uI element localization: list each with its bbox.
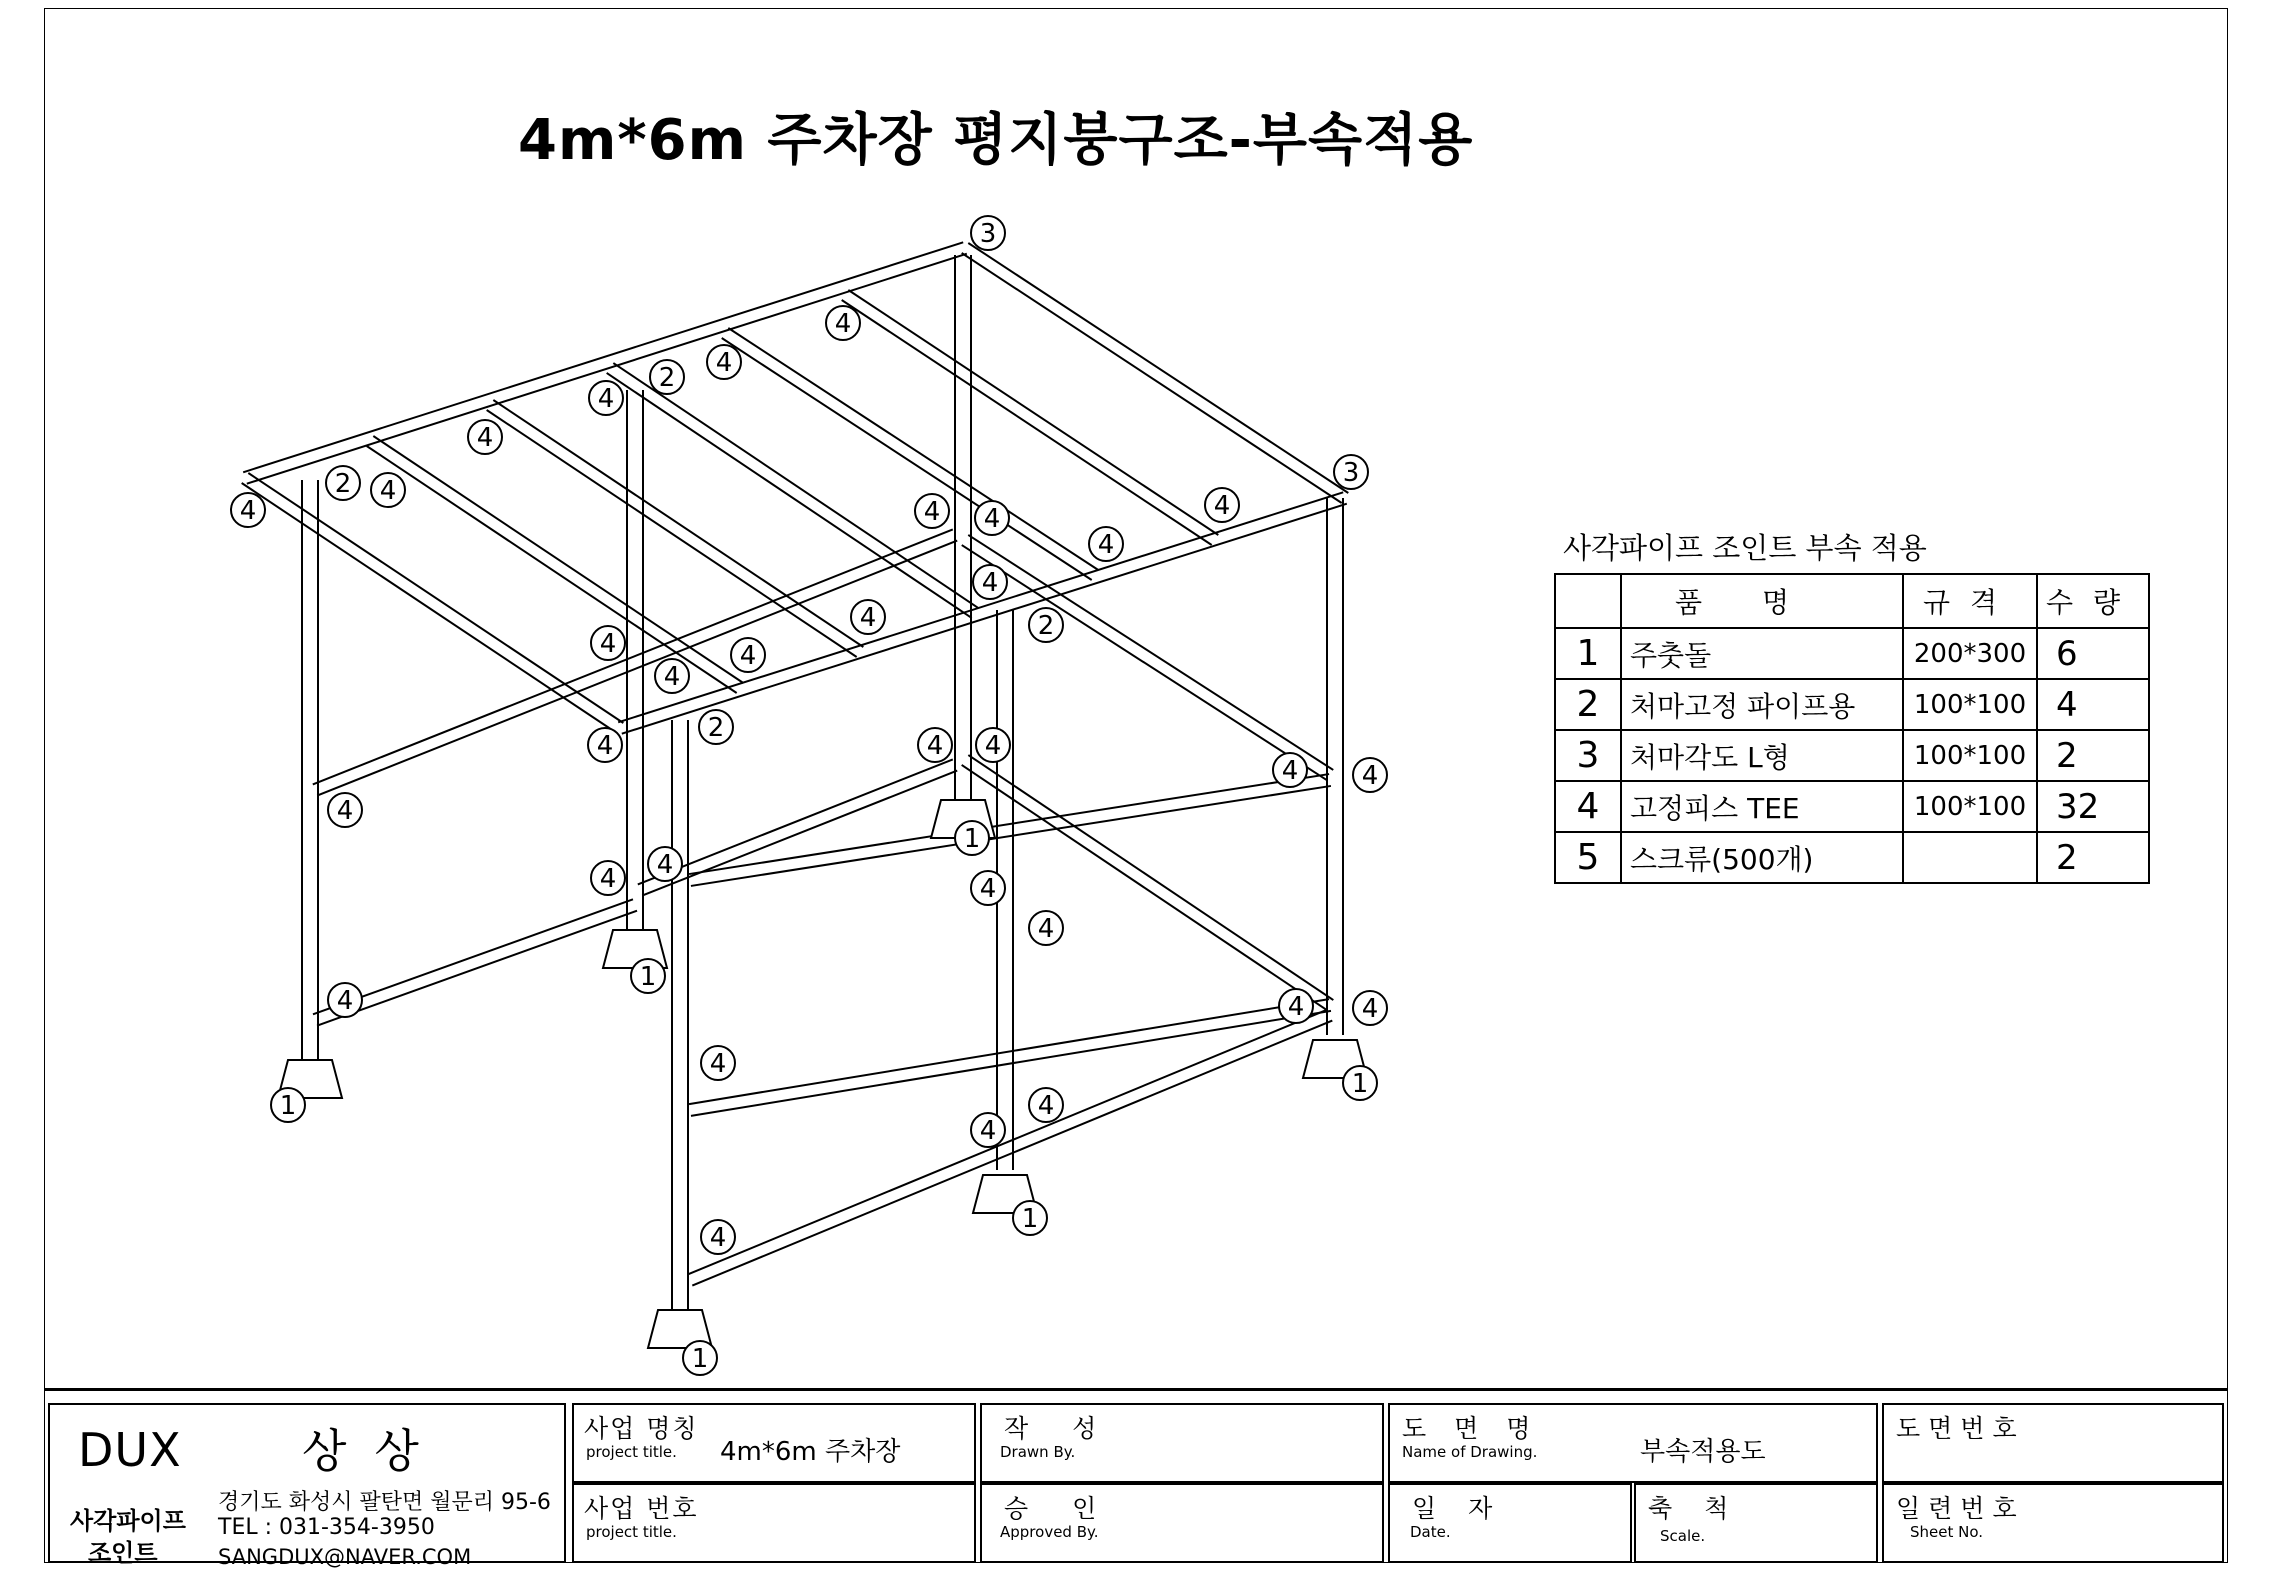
svg-text:4: 4 [379, 476, 397, 506]
company-name: 상상 [302, 1424, 447, 1478]
part-callout [955, 821, 989, 855]
title-block [44, 1388, 2228, 1569]
part-callout [1353, 758, 1387, 792]
drawing-name-label: 도 면 명 [1402, 1414, 1541, 1443]
svg-text:4: 4 [336, 796, 354, 826]
part-callout [701, 1220, 735, 1254]
brand-sub-2: 조인트 [88, 1539, 158, 1567]
part-callout [589, 381, 623, 415]
svg-text:1: 1 [639, 962, 657, 992]
part-callout [588, 728, 622, 762]
part-callout [1353, 991, 1387, 1025]
rail [689, 999, 1331, 1116]
bom-name: 고정피스 TEE [1621, 781, 1903, 832]
brand-sub-1: 사각파이프 [70, 1507, 186, 1535]
rail [313, 529, 957, 795]
roof-pipe [487, 400, 864, 657]
part-callout [971, 1113, 1005, 1147]
svg-text:4: 4 [1037, 1091, 1055, 1121]
part-callout [1029, 608, 1063, 642]
drawing-no-label: 도면번호 [1896, 1414, 2025, 1443]
part-callout [975, 501, 1009, 535]
drawing-name-value: 부속적용도 [1640, 1437, 1766, 1467]
svg-text:4: 4 [599, 864, 617, 894]
bom-spec: 100*100 [1903, 781, 2037, 832]
bom-table [1554, 573, 2150, 884]
svg-text:4: 4 [983, 504, 1001, 534]
drawing-no-cell [1882, 1403, 2224, 1483]
part-callout [650, 360, 684, 394]
bom-name: 주춧돌 [1621, 628, 1903, 679]
part-callout [971, 216, 1005, 250]
drawn-by-cell [980, 1403, 1384, 1483]
svg-text:4: 4 [715, 348, 733, 378]
part-callout [655, 659, 689, 693]
bom-spec: 200*300 [1903, 628, 2037, 679]
svg-text:4: 4 [926, 731, 944, 761]
svg-text:4: 4 [1361, 994, 1379, 1024]
post-front-mid [672, 720, 688, 1310]
drawn-by-sub: Drawn By. [1000, 1443, 1076, 1461]
part-callout [468, 420, 502, 454]
roof-pipe [367, 436, 744, 693]
svg-text:4: 4 [979, 1116, 997, 1146]
part-callout [1029, 911, 1063, 945]
project-no-label: 사업 번호 [584, 1494, 699, 1523]
part-callout [1205, 488, 1239, 522]
bom-header-row [1555, 574, 2149, 628]
scale-cell [1634, 1483, 1878, 1563]
svg-text:4: 4 [1287, 992, 1305, 1022]
svg-text:1: 1 [691, 1344, 709, 1374]
part-callout [915, 494, 949, 528]
svg-text:3: 3 [979, 219, 997, 249]
roof-pipe [842, 290, 1219, 545]
part-callout [371, 473, 405, 507]
svg-text:4: 4 [709, 1049, 727, 1079]
approved-by-sub: Approved By. [1000, 1523, 1099, 1541]
approved-by-label: 승 인 [1004, 1494, 1115, 1523]
project-name-value: 4m*6m 주차장 [720, 1437, 901, 1467]
roof-pipe [607, 363, 979, 618]
bom-qty: 32 [2037, 781, 2149, 832]
part-callout [1273, 753, 1307, 787]
rail [638, 759, 957, 895]
bom-no: 2 [1555, 679, 1621, 730]
part-callout [1029, 1088, 1063, 1122]
part-callout [648, 847, 682, 881]
roof-pipe [239, 473, 624, 733]
svg-text:4: 4 [656, 850, 674, 880]
svg-text:4: 4 [1213, 491, 1231, 521]
part-callout [591, 626, 625, 660]
bom-spec: 100*100 [1903, 679, 2037, 730]
part-callout [1334, 455, 1368, 489]
drawing-title: 4m*6m 주차장 평지붕구조-부속적용 [518, 108, 1474, 173]
svg-text:2: 2 [334, 469, 352, 499]
part-callout [591, 861, 625, 895]
svg-text:4: 4 [476, 423, 494, 453]
bom-row [1555, 679, 2149, 730]
sheet-no-sub: Sheet No. [1910, 1523, 1984, 1541]
svg-text:4: 4 [1037, 914, 1055, 944]
svg-text:1: 1 [963, 824, 981, 854]
svg-text:4: 4 [1097, 530, 1115, 560]
bom-no: 4 [1555, 781, 1621, 832]
bom-name: 처마각도 L형 [1621, 730, 1903, 781]
part-callout [971, 871, 1005, 905]
scale-sub: Scale. [1660, 1527, 1706, 1545]
part-callout [701, 1046, 735, 1080]
part-callout [976, 728, 1010, 762]
part-callout [231, 493, 265, 527]
part-callout [1089, 527, 1123, 561]
svg-text:4: 4 [709, 1223, 727, 1253]
scale-label: 축 척 [1648, 1494, 1741, 1523]
roof-pipe [962, 243, 1349, 503]
post-front-left [302, 480, 318, 1060]
svg-text:4: 4 [739, 641, 757, 671]
project-name-label: 사업 명칭 [584, 1414, 699, 1443]
bom-no: 1 [1555, 628, 1621, 679]
bom-header-qty: 수량 [2037, 574, 2149, 628]
part-callout [699, 710, 733, 744]
sheet-no-cell [1882, 1483, 2224, 1563]
part-callout [328, 793, 362, 827]
bom-header-no [1555, 574, 1621, 628]
part-callout [1279, 989, 1313, 1023]
bom-qty: 2 [2037, 832, 2149, 883]
svg-text:4: 4 [859, 603, 877, 633]
part-callout [826, 306, 860, 340]
svg-text:4: 4 [596, 731, 614, 761]
bom-qty: 6 [2037, 628, 2149, 679]
bom-row [1555, 781, 2149, 832]
svg-text:4: 4 [984, 731, 1002, 761]
roof-pipe [243, 242, 967, 483]
part-callout [326, 466, 360, 500]
bom-qty: 4 [2037, 679, 2149, 730]
part-callout [851, 600, 885, 634]
approved-by-cell [980, 1483, 1384, 1563]
svg-text:4: 4 [1281, 756, 1299, 786]
company-tel: TEL : 031-354-3950 [218, 1515, 435, 1540]
svg-text:4: 4 [923, 497, 941, 527]
drawn-by-label: 작 성 [1004, 1414, 1115, 1443]
part-callout [731, 638, 765, 672]
bom-header-name: 품명 [1621, 574, 1903, 628]
part-callout [707, 345, 741, 379]
svg-text:1: 1 [1351, 1069, 1369, 1099]
bom-row [1555, 832, 2149, 883]
date-cell [1388, 1483, 1632, 1563]
svg-text:4: 4 [597, 384, 615, 414]
project-name-cell [572, 1403, 976, 1483]
part-callout [631, 959, 665, 993]
sheet-no-label: 일련번호 [1896, 1494, 2025, 1523]
svg-text:4: 4 [1361, 761, 1379, 791]
date-label: 일 자 [1412, 1494, 1505, 1523]
part-callout [973, 565, 1007, 599]
bom-row [1555, 730, 2149, 781]
svg-text:1: 1 [1021, 1204, 1039, 1234]
rail [689, 774, 1331, 886]
bom-name: 처마고정 파이프용 [1621, 679, 1903, 730]
company-address: 경기도 화성시 팔탄면 월문리 95-6 [218, 1490, 551, 1515]
svg-text:4: 4 [979, 874, 997, 904]
bom-spec: 100*100 [1903, 730, 2037, 781]
project-name-sub: project title. [586, 1443, 677, 1461]
svg-text:1: 1 [279, 1091, 297, 1121]
svg-text:3: 3 [1342, 458, 1360, 488]
post-mid-left [627, 390, 643, 930]
company-cell [48, 1403, 566, 1569]
part-callout [683, 1341, 717, 1375]
svg-text:4: 4 [239, 496, 257, 526]
svg-text:4: 4 [981, 568, 999, 598]
bom-spec [1903, 832, 2037, 883]
date-sub: Date. [1410, 1523, 1451, 1541]
bom-row [1555, 628, 2149, 679]
drawing-name-cell [1388, 1403, 1878, 1483]
svg-text:4: 4 [834, 309, 852, 339]
svg-text:2: 2 [658, 363, 676, 393]
post-back-left [955, 255, 971, 800]
project-no-cell [572, 1483, 976, 1563]
company-email: SANGDUX@NAVER.COM [218, 1545, 472, 1569]
project-no-sub: project title. [586, 1523, 677, 1541]
part-callout [1343, 1066, 1377, 1100]
brand-logo: DUX [78, 1423, 182, 1477]
svg-text:2: 2 [707, 713, 725, 743]
svg-text:4: 4 [336, 986, 354, 1016]
bom-name: 스크류(500개) [1621, 832, 1903, 883]
svg-text:2: 2 [1037, 611, 1055, 641]
bom-title: 사각파이프 조인트 부속 적용 [1563, 531, 1927, 565]
bom-no: 5 [1555, 832, 1621, 883]
part-callout [271, 1088, 305, 1122]
part-callout [918, 728, 952, 762]
part-callout [1013, 1201, 1047, 1235]
bom-header-spec: 규격 [1903, 574, 2037, 628]
svg-text:4: 4 [599, 629, 617, 659]
rail [962, 535, 1333, 780]
bom-qty: 2 [2037, 730, 2149, 781]
part-callout [328, 983, 362, 1017]
svg-text:4: 4 [663, 662, 681, 692]
bom-no: 3 [1555, 730, 1621, 781]
roof-pipe [722, 328, 1099, 580]
drawing-name-sub: Name of Drawing. [1402, 1443, 1538, 1461]
